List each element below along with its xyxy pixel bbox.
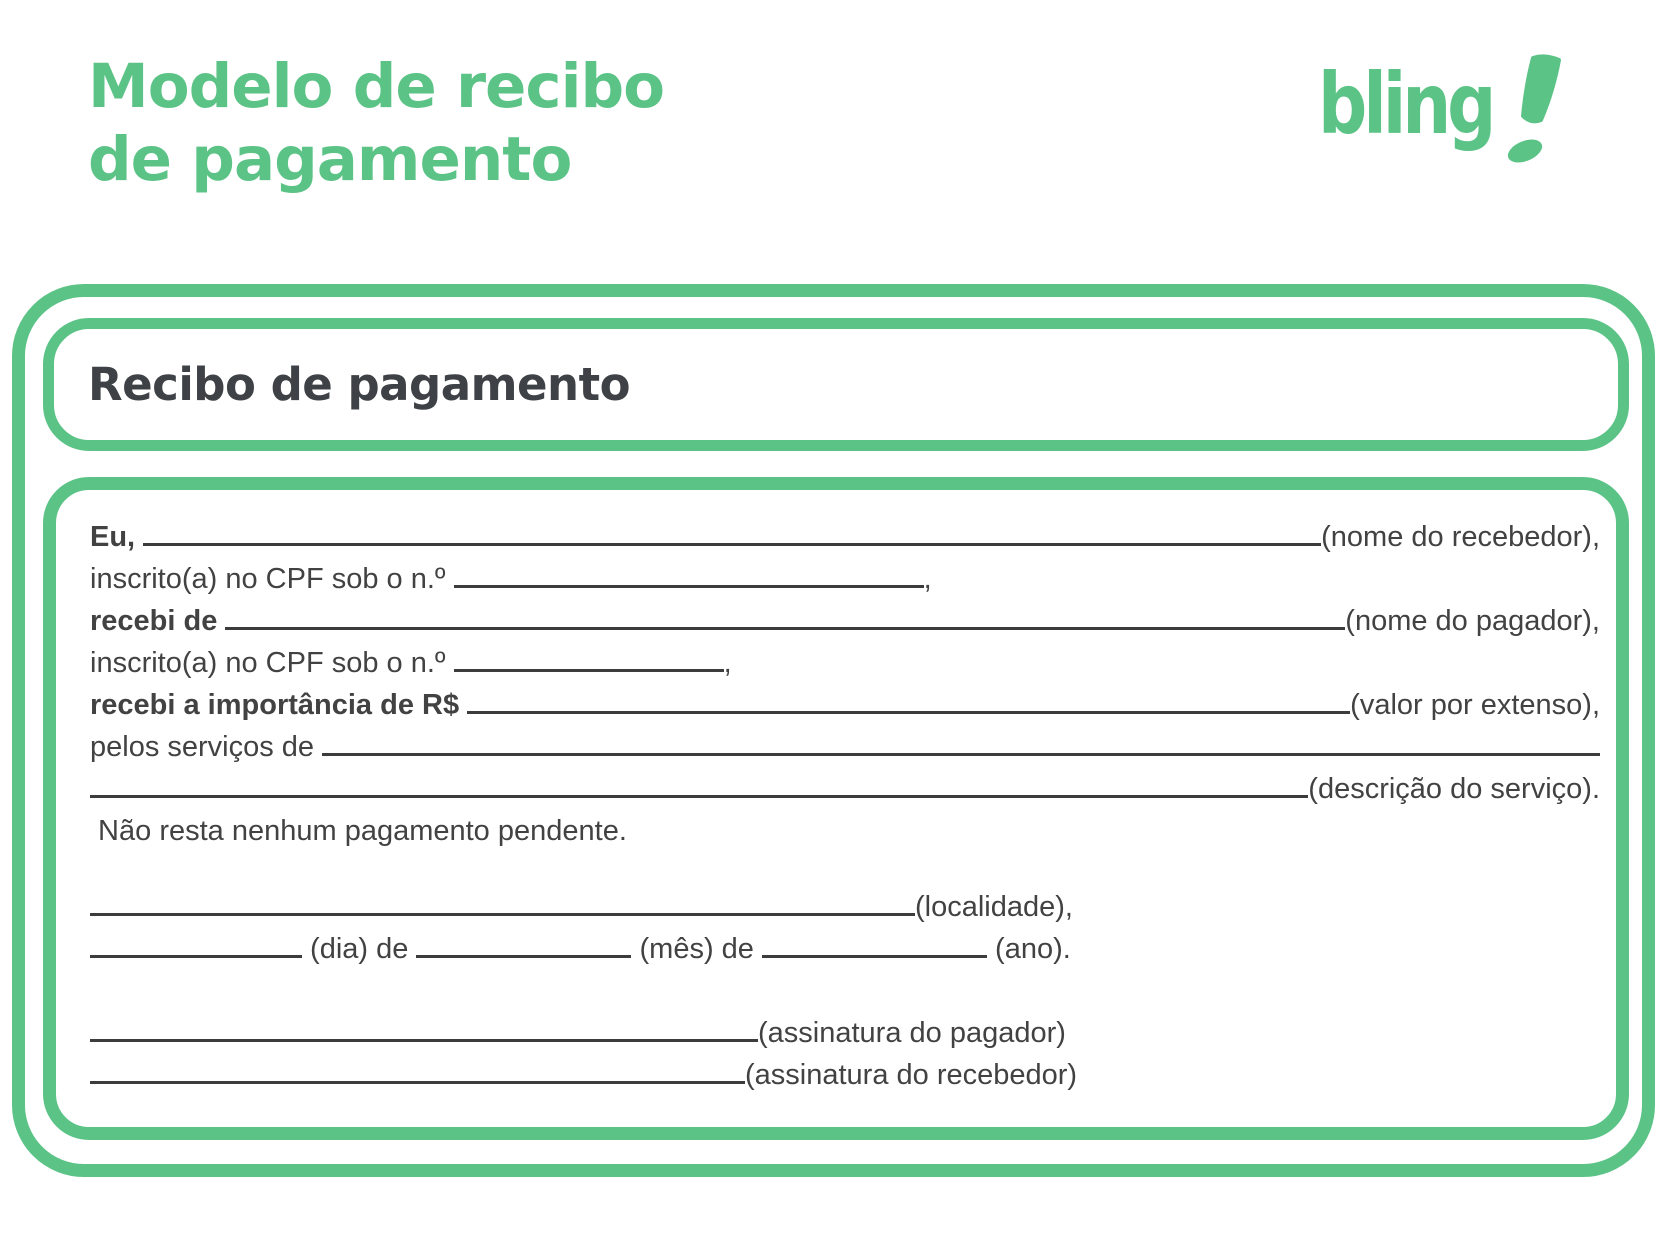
fill-in-blank [225, 627, 1345, 630]
fill-in-blank [90, 913, 915, 916]
receipt-text: inscrito(a) no CPF sob o n.º [90, 647, 454, 679]
receipt-line [90, 810, 1600, 852]
receipt-text: (ano). [986, 933, 1071, 965]
fill-in-blank [454, 669, 724, 672]
receipt-text: Eu, [90, 521, 136, 553]
receipt-text: (descrição do serviço). [1308, 773, 1600, 805]
logo-exclamation-icon [1503, 54, 1565, 166]
receipt-text: (mês) de [631, 933, 762, 965]
receipt-text: (nome do recebedor), [1321, 521, 1600, 553]
receipt-header-box [43, 318, 1629, 451]
page-title-line-2: de pagamento [88, 124, 572, 195]
receipt-text: , [723, 647, 732, 679]
fill-in-blank [762, 955, 987, 958]
receipt-text: pelos serviços de [90, 731, 323, 763]
page-title-line-1: Modelo de recibo [88, 51, 665, 122]
receipt-line [90, 600, 1600, 642]
receipt-text: (assinatura do pagador) [758, 1017, 1066, 1049]
receipt-text: inscrito(a) no CPF sob o n.º [90, 563, 454, 595]
receipt-text [135, 516, 143, 558]
receipt-header-title: Recibo de pagamento [88, 358, 630, 411]
receipt-line [90, 1012, 1600, 1054]
logo-text: bling [1318, 55, 1493, 153]
receipt-line [90, 768, 1600, 810]
fill-in-blank [90, 1081, 745, 1084]
receipt-line [90, 886, 1600, 928]
receipt-line [90, 1054, 1600, 1096]
fill-in-blank [90, 1039, 758, 1042]
receipt-line [90, 726, 1600, 768]
receipt-line [90, 928, 1600, 970]
receipt-text: Não resta nenhum pagamento pendente. [90, 815, 627, 847]
receipt-lines [90, 516, 1600, 1096]
bling-logo [1318, 55, 1565, 166]
page-title [88, 50, 664, 196]
fill-in-blank [90, 955, 302, 958]
fill-in-blank [454, 585, 924, 588]
fill-in-blank [467, 711, 1350, 714]
receipt-text: (dia) de [302, 933, 417, 965]
receipt-text: (localidade), [915, 891, 1073, 923]
receipt-text: (valor por extenso), [1350, 689, 1600, 721]
receipt-text: (nome do pagador), [1345, 605, 1600, 637]
receipt-text: recebi a importância de R$ [90, 689, 468, 721]
receipt-text: , [923, 563, 932, 595]
fill-in-blank [322, 753, 1600, 756]
fill-in-blank [90, 795, 1308, 798]
receipt-line [90, 642, 1600, 684]
receipt-line [90, 516, 1600, 558]
receipt-line [90, 684, 1600, 726]
receipt-line [90, 558, 1600, 600]
fill-in-blank [143, 543, 1321, 546]
receipt-text: (assinatura do recebedor) [745, 1059, 1078, 1091]
receipt-body-box [43, 477, 1629, 1140]
fill-in-blank [416, 955, 631, 958]
receipt-text: recebi de [90, 605, 226, 637]
